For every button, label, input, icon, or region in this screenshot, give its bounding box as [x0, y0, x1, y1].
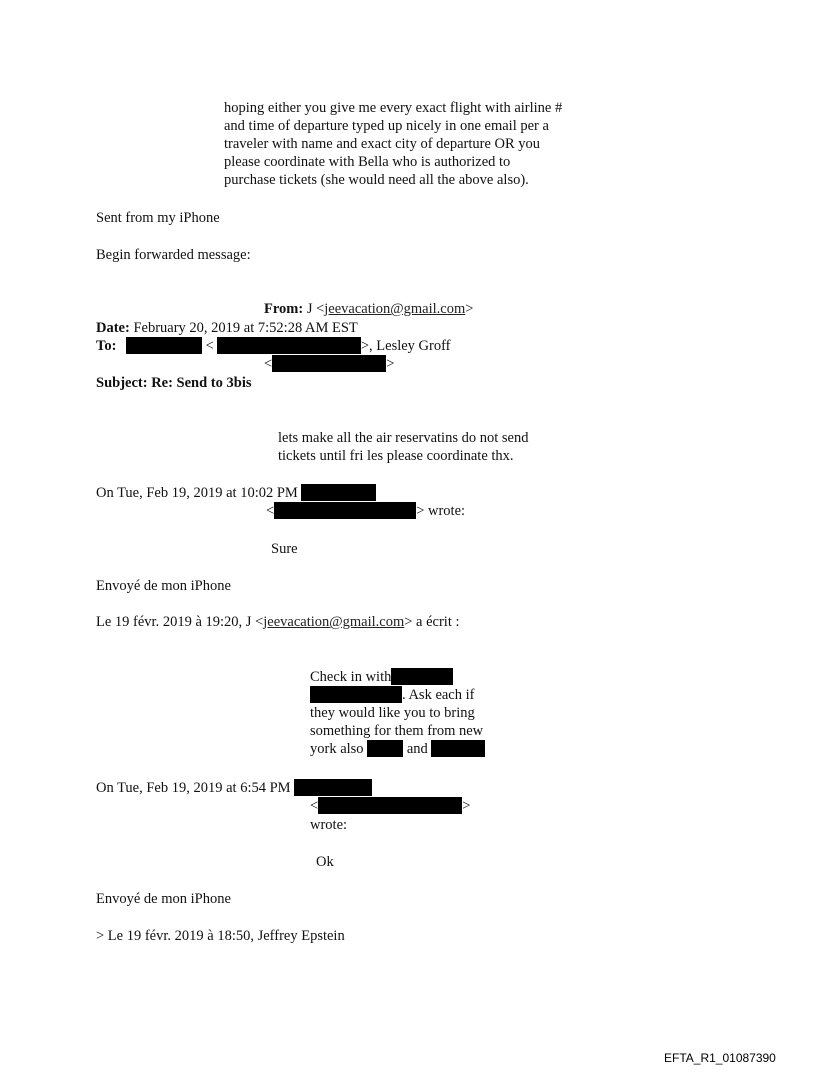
quoted-paragraph — [224, 99, 562, 189]
body-line: tickets until fri les please coordinate thx. — [278, 448, 514, 464]
from-label: From: — [264, 301, 304, 317]
to2-lt: < — [264, 356, 273, 372]
on1-wrote: > wrote: — [416, 503, 466, 519]
checkin-line: and — [406, 741, 428, 757]
checkin-line: something for them from new — [310, 723, 484, 739]
subject-line — [96, 374, 252, 392]
checkin-line: they would like you to bring — [310, 705, 475, 721]
sent-from-line: Sent from my iPhone — [96, 210, 220, 226]
from-name: J < — [306, 301, 325, 317]
on-wrote-line-b2 — [310, 797, 470, 815]
on-wrote-line-2 — [266, 502, 465, 520]
le-line-2: > Le 19 févr. 2019 à 18:50, Jeffrey Epstein — [96, 928, 345, 944]
redaction-box — [301, 484, 376, 501]
to2-gt: > — [386, 356, 395, 372]
on2-lt: < — [310, 798, 319, 814]
le-prefix: Le 19 févr. 2019 à 19:20, J < — [96, 614, 264, 630]
le-line — [96, 613, 460, 631]
to-recipient-name: >, Lesley Groff — [360, 338, 451, 354]
to-line-2 — [264, 355, 394, 373]
ok-reply: Ok — [316, 854, 334, 870]
from-close: > — [465, 301, 474, 317]
on1-lt: < — [266, 503, 275, 519]
envoye-line: Envoyé de mon iPhone — [96, 578, 231, 594]
subject-value: Re: Send to 3bis — [151, 375, 252, 391]
on-wrote-line-b — [96, 779, 372, 797]
quote-line: please coordinate with Bella who is authorized to — [224, 154, 511, 170]
begin-forwarded-line: Begin forwarded message: — [96, 247, 251, 263]
quote-line: hoping either you give me every exact flight with airline # — [224, 100, 563, 116]
checkin-line: . Ask each if — [402, 687, 475, 703]
redaction-box — [318, 797, 462, 814]
date-label: Date: — [96, 320, 130, 336]
redaction-box — [310, 686, 402, 703]
le-email-link[interactable]: jeevacation@gmail.com — [263, 614, 405, 630]
subject-label: Subject: — [96, 375, 148, 391]
redaction-box — [272, 355, 386, 372]
quote-line: purchase tickets (she would need all the above also). — [224, 172, 529, 188]
redaction-box — [294, 779, 372, 796]
on2-prefix: On Tue, Feb 19, 2019 at 6:54 PM — [96, 780, 291, 796]
from-email-link[interactable]: jeevacation@gmail.com — [324, 301, 466, 317]
on2-wrote: wrote: — [310, 817, 348, 833]
quote-line: traveler with name and exact city of departure OR you — [224, 136, 541, 152]
checkin-line: york also — [310, 741, 364, 757]
to-line — [96, 337, 451, 355]
on-wrote-prefix: On Tue, Feb 19, 2019 at 10:02 PM — [96, 485, 298, 501]
date-value: February 20, 2019 at 7:52:28 AM EST — [133, 320, 358, 336]
from-line — [264, 300, 473, 318]
body-line: lets make all the air reservatins do not send — [278, 430, 529, 446]
to-label: To: — [96, 338, 117, 354]
on-wrote-line — [96, 484, 376, 502]
redaction-box — [217, 337, 361, 354]
le-suffix: > a écrit : — [404, 614, 460, 630]
on2-gt: > — [462, 798, 471, 814]
date-line — [96, 319, 358, 337]
redaction-box — [126, 337, 202, 354]
checkin-message — [310, 668, 485, 758]
sure-reply: Sure — [271, 541, 298, 557]
envoye-line-2: Envoyé de mon iPhone — [96, 891, 231, 907]
redaction-box — [391, 668, 453, 685]
to-lt: < — [205, 338, 214, 354]
document-id-footer: EFTA_R1_01087390 — [664, 1051, 776, 1065]
quote-line: and time of departure typed up nicely in one email per a — [224, 118, 549, 134]
redaction-box — [431, 740, 485, 757]
checkin-line: Check in with — [310, 669, 392, 685]
redaction-box — [367, 740, 403, 757]
redaction-box — [274, 502, 416, 519]
message-body — [278, 429, 528, 465]
